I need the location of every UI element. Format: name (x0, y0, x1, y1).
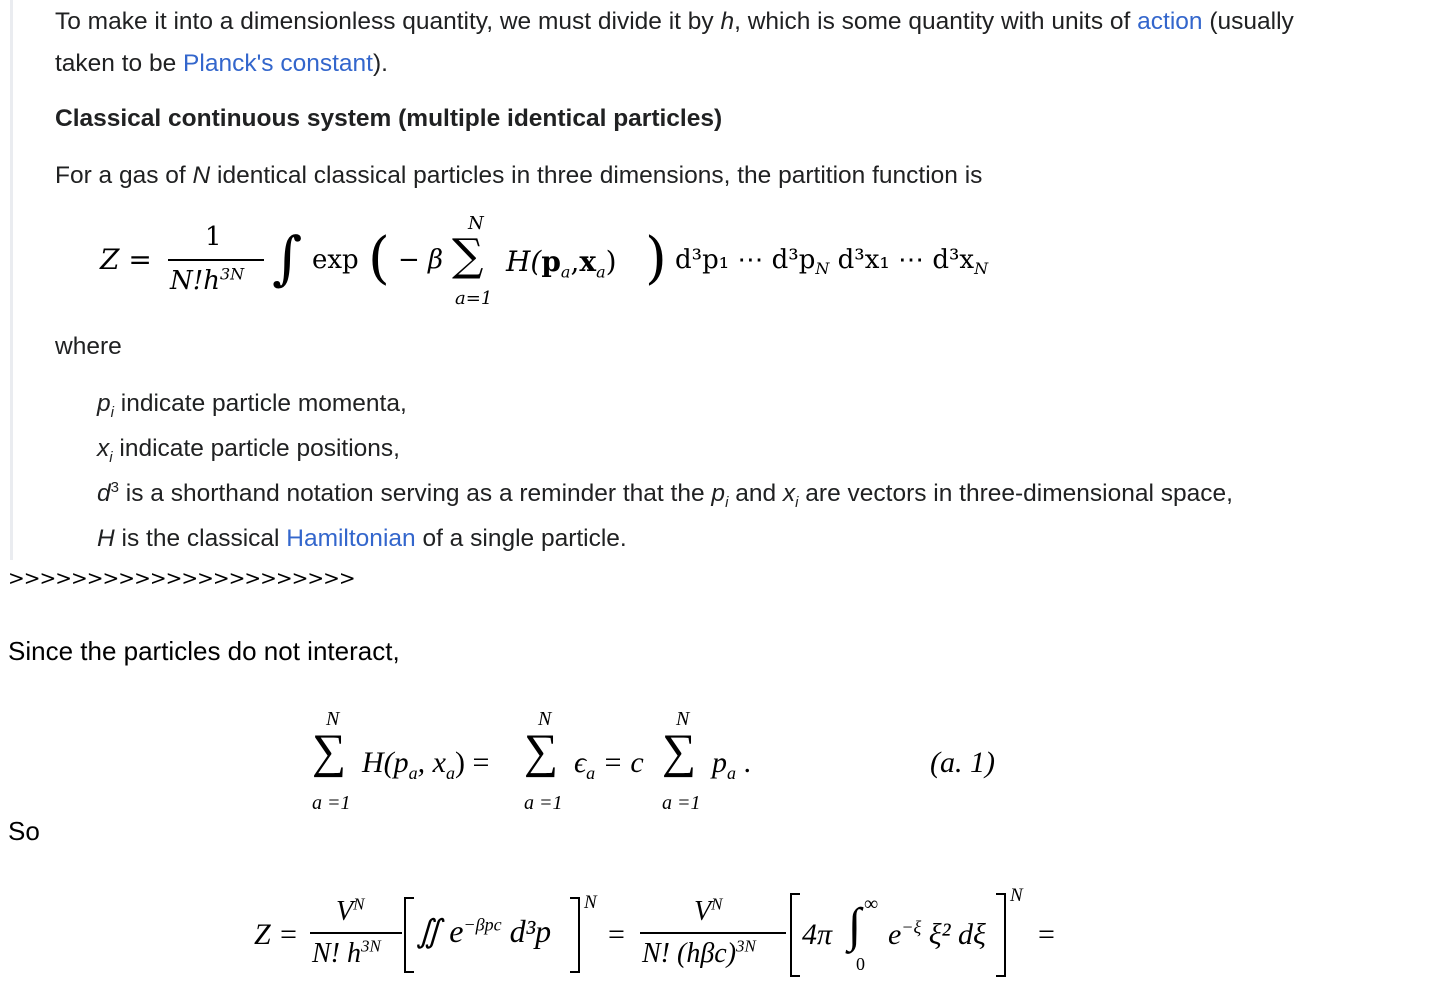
H: H( (506, 245, 542, 278)
bracket-open-1 (404, 897, 414, 973)
den1 (312, 938, 381, 970)
list-item (97, 432, 400, 466)
text: (usually (1202, 8, 1294, 35)
exp-beta-pc: −βpc (463, 914, 502, 935)
close-eq: ) = (454, 746, 490, 779)
sum1-upper: N (326, 708, 340, 730)
Nh: N! h (312, 938, 361, 969)
den2 (642, 938, 756, 970)
text: To make it into a dimensionless quantity, we must divide it by (55, 8, 721, 35)
lhs-Z: Z = (254, 918, 299, 951)
measure (675, 245, 989, 279)
xi-squared-dxi: ξ² dξ (921, 918, 986, 951)
lhs-Z: Z = (100, 243, 152, 276)
var-x: x (97, 435, 110, 462)
double-integral-e: ∬ e (416, 913, 464, 949)
link-plancks-constant[interactable]: Planck's constant (183, 50, 373, 77)
text: and (728, 480, 783, 507)
text: taken to be (55, 50, 184, 77)
sum3-upper: N (676, 708, 690, 730)
text: are vectors in three-dimensional space, (798, 480, 1233, 507)
note-so: So (8, 816, 40, 846)
note-since: Since the particles do not interact, (8, 636, 400, 666)
exp-func: exp (312, 245, 359, 275)
var-N: N (192, 162, 211, 189)
integrand-1 (416, 912, 551, 950)
text: is the classical (114, 525, 287, 552)
four-pi: 4π (802, 918, 833, 951)
close-inner: ) (605, 245, 617, 278)
epsilon: ϵ (574, 746, 587, 779)
comma: , (570, 245, 580, 278)
integral-sign: ∫ (848, 899, 862, 952)
text: ). (372, 50, 388, 77)
link-action[interactable]: action (1137, 8, 1203, 35)
sum-upper-limit: N (468, 213, 484, 234)
text: is a shorthand notation serving as a reminder that the (118, 480, 712, 507)
p: p (712, 746, 727, 779)
sub-i: i (110, 403, 114, 421)
sub-a: a (408, 763, 418, 783)
num2 (694, 896, 722, 928)
sum2-sign: ∑ (524, 725, 559, 778)
comma-x: , x (417, 746, 446, 779)
x-sub: a (596, 262, 606, 282)
den-sup: 3N (219, 264, 245, 284)
paragraph-dimensionless (55, 1, 1294, 43)
bracket-open-2 (790, 893, 800, 977)
power-N-2: N (1010, 885, 1023, 906)
sup-3N: 3N (361, 936, 381, 956)
epsilon-term (574, 746, 644, 783)
paren-close: ) (645, 226, 667, 291)
var-h: h (720, 8, 735, 35)
integrand-2 (888, 918, 986, 952)
sum-lower-limit: a=1 (455, 288, 493, 309)
sub-a: a (727, 763, 736, 783)
H: H(p (362, 746, 409, 779)
V: V (694, 896, 712, 927)
trailing-equals: = (1038, 918, 1055, 951)
sum1-sign: ∑ (312, 725, 347, 778)
sum1-lower: a =1 (312, 792, 351, 814)
hamiltonian-term (506, 245, 617, 282)
V: V (336, 896, 354, 927)
quote-bar (10, 0, 13, 560)
fraction-denominator (170, 266, 244, 296)
var-d: d (97, 480, 111, 507)
sum-sign: ∑ (452, 230, 484, 281)
sum2-lower: a =1 (524, 792, 563, 814)
lower-limit-zero: 0 (856, 954, 865, 974)
bracket-close-1 (570, 897, 580, 973)
sup-3N: 3N (736, 936, 756, 956)
eq-c: = c (595, 746, 644, 779)
link-hamiltonian[interactable]: Hamiltonian (286, 525, 416, 552)
measure-p-sub: N (815, 259, 830, 279)
sum3-lower: a =1 (662, 792, 701, 814)
hamiltonian-sum (362, 746, 490, 783)
sub-a: a (586, 763, 596, 783)
text: of a single particle. (415, 525, 627, 552)
list-item (97, 477, 1233, 511)
num1 (336, 896, 364, 928)
den-text: N!h (170, 266, 220, 296)
sub-i: i (795, 493, 799, 511)
sub-i: i (725, 493, 729, 511)
text: identical classical particles in three dimensions, the partition function is (210, 162, 983, 189)
sub-a: a (445, 763, 455, 783)
sup-N: N (711, 894, 723, 914)
measure-x: d³x₁ ⋯ d³x (829, 245, 975, 275)
d3p: d³p (501, 913, 552, 949)
text: , which is some quantity with units of (734, 8, 1138, 35)
momentum-term (712, 746, 751, 783)
e: e (888, 918, 902, 951)
p-sub: a (560, 262, 571, 282)
paren-open: ( (368, 226, 390, 291)
separator-arrows: >>>>>>>>>>>>>>>>>>>>>> (8, 566, 355, 590)
integral-sign: ∫ (272, 224, 303, 292)
sub-i: i (109, 448, 113, 466)
upper-limit-infinity: ∞ (864, 893, 879, 915)
fraction-bar-2 (640, 932, 786, 934)
section-heading: Classical continuous system (multiple identical particles) (55, 105, 723, 132)
x: x (579, 245, 597, 278)
measure-x-sub: N (974, 259, 989, 279)
paragraph-dimensionless-line2 (55, 43, 388, 85)
list-item (97, 387, 407, 421)
list-item (97, 522, 627, 556)
power-N-1: N (584, 892, 597, 913)
where-label: where (55, 333, 122, 360)
p: p (541, 245, 561, 278)
var-H: H (97, 525, 115, 552)
fraction-numerator: 1 (205, 222, 222, 252)
measure-p: d³p₁ ⋯ d³p (675, 245, 816, 275)
text: indicate particle positions, (112, 435, 400, 462)
fraction-bar (168, 259, 264, 261)
dot: . (736, 746, 751, 779)
exp-minus-xi: −ξ (901, 917, 922, 937)
bracket-close-2 (996, 893, 1006, 977)
var-x: x (782, 480, 796, 507)
text: For a gas of (55, 162, 193, 189)
var-p: p (711, 480, 726, 507)
minus-beta: − β (398, 245, 444, 275)
sup-3: 3 (110, 478, 119, 496)
sum3-sign: ∑ (662, 725, 697, 778)
N-hbc: N! (hβc) (642, 938, 737, 969)
paragraph-gas (55, 155, 982, 197)
equals: = (608, 918, 625, 951)
equation-label: (a. 1) (930, 746, 995, 779)
var-p: p (97, 390, 111, 417)
text: indicate particle momenta, (113, 390, 407, 417)
fraction-bar-1 (310, 932, 402, 934)
sum2-upper: N (538, 708, 552, 730)
sup-N: N (353, 894, 365, 914)
